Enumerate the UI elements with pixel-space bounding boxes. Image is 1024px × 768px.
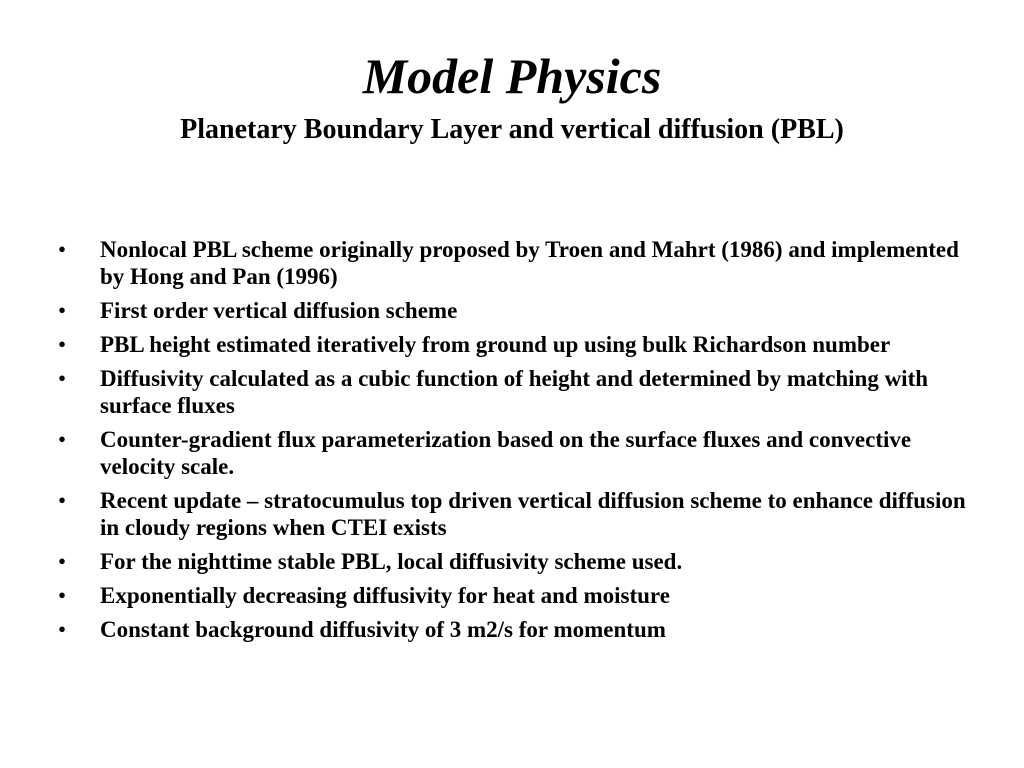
bullet-text: Exponentially decreasing diffusivity for heat and moisture	[100, 583, 670, 608]
bullet-text: Diffusivity calculated as a cubic function of height and determined by matching with surface fluxes	[100, 366, 929, 418]
bullet-item	[56, 582, 966, 609]
bullet-text: Constant background diffusivity of 3 m2/s for momentum	[100, 617, 666, 642]
bullet-icon: •	[58, 488, 67, 513]
bullet-icon: •	[58, 366, 67, 391]
bullet-icon: •	[58, 427, 67, 452]
bullet-icon: •	[58, 617, 67, 642]
bullet-icon: •	[58, 298, 67, 323]
slide-title: Model Physics	[362, 48, 662, 104]
bullet-item	[56, 487, 966, 541]
bullet-item	[56, 548, 966, 575]
bullet-icon: •	[58, 332, 67, 357]
bullet-list	[56, 236, 966, 650]
bullet-item	[56, 426, 966, 480]
bullet-item	[56, 297, 966, 324]
bullet-text: First order vertical diffusion scheme	[100, 298, 458, 323]
bullet-text: Counter-gradient flux parameterization based on the surface fluxes and convective velocity scale.	[100, 427, 912, 479]
bullet-text: For the nighttime stable PBL, local diffusivity scheme used.	[100, 549, 683, 574]
bullet-item	[56, 236, 966, 290]
bullet-item	[56, 331, 966, 358]
bullet-icon: •	[58, 237, 67, 262]
bullet-item	[56, 365, 966, 419]
bullet-text: Recent update – stratocumulus top driven vertical diffusion scheme to enhance diffusion in cloudy regions when CTEI exists	[100, 488, 966, 540]
slide-subtitle: Planetary Boundary Layer and vertical diffusion (PBL)	[180, 114, 844, 145]
bullet-icon: •	[58, 549, 67, 574]
bullet-icon: •	[58, 583, 67, 608]
bullet-text: Nonlocal PBL scheme originally proposed by Troen and Mahrt (1986) and implemented by Hong and Pan (1996)	[100, 237, 959, 289]
bullet-item	[56, 616, 966, 643]
bullet-text: PBL height estimated iteratively from ground up using bulk Richardson number	[100, 332, 891, 357]
